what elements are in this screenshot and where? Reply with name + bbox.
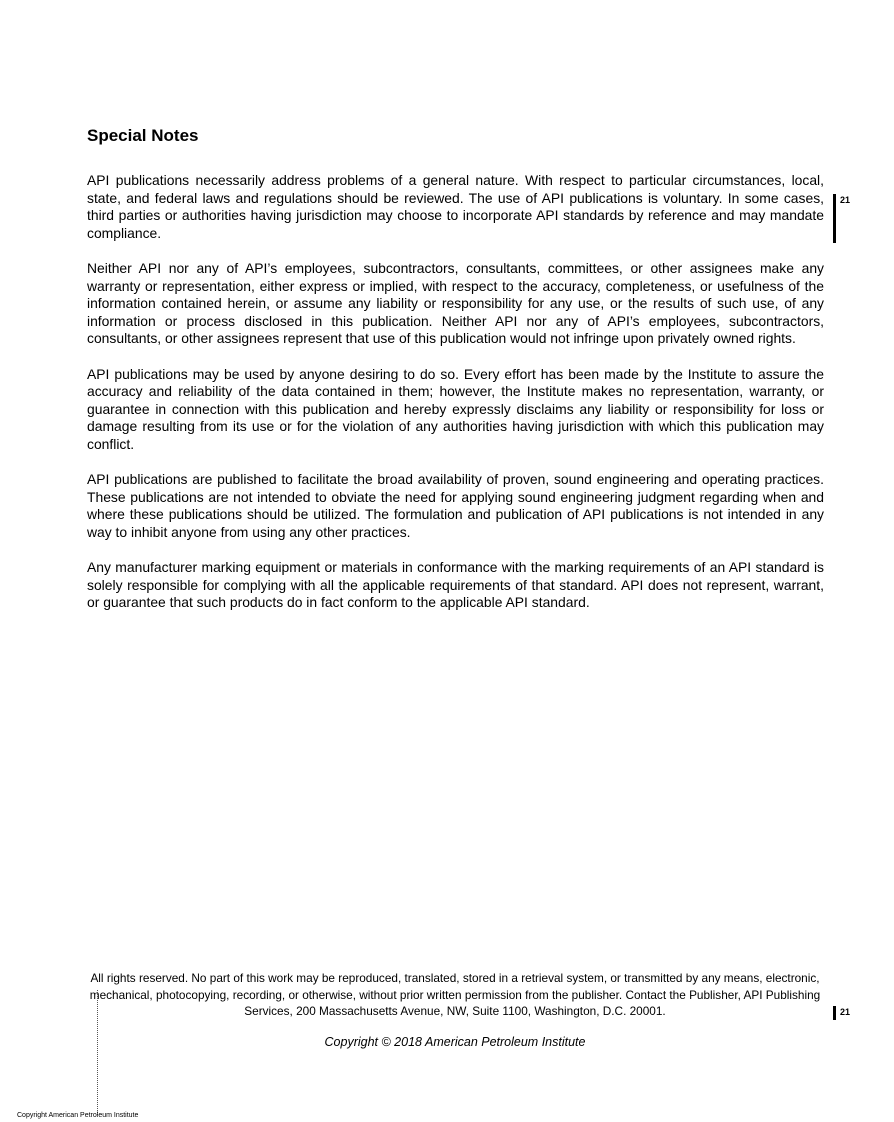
change-bar-bottom — [833, 1006, 836, 1020]
page-title: Special Notes — [87, 126, 199, 145]
paragraph-voluntary-use: API publications necessarily address problems of a general nature. With respect to particular circumstances, local, state, and federal laws and regulations should be reviewed. The use of API publications is voluntary. In some cases, third parties or authorities having jurisdiction may choose to incorporate API standards by reference and may mandate compliance. — [87, 172, 824, 241]
paragraph-liability-disclaimer: API publications may be used by anyone desiring to do so. Every effort has been made by the Institute to assure the accuracy and reliability of the data contained in them; however, the Institute makes no representation, warranty, or guarantee in connection with this publication and hereby expressly disclaims any liability or responsibility for loss or damage resulting from its use or for the violation of any authorities having jurisdiction with which this publication may conflict. — [87, 365, 824, 452]
footer-watermark: Copyright American Petroleum Institute — [17, 1112, 139, 1119]
change-bar-top — [833, 194, 836, 243]
paragraph-no-warranty: Neither API nor any of API’s employees, subcontractors, consultants, committees, or other assignees make any warranty or representation, either express or implied, with respect to the accuracy, completeness, or usefulness of the information contained herein, or assume any liability or responsibility for any use, or the results of such use, of any information or process disclosed in this publication. Neither API nor any of API’s employees, subcontractors, consultants, or other assignees represent that use of this publication would not infringe upon privately owned rights. — [87, 259, 824, 347]
copyright-line: Copyright © 2018 American Petroleum Institute — [324, 1035, 586, 1049]
dotted-margin-rule — [97, 990, 98, 1115]
paragraph-manufacturer-marking: Any manufacturer marking equipment or materials in conformance with the marking requirements of an API standard is solely responsible for complying with all the applicable requirements of that standard. API does not represent, warrant, or guarantee that such products do in fact conform to the applicable API standard. — [87, 559, 824, 611]
change-marker-top: 21 — [840, 195, 851, 205]
change-marker-bottom: 21 — [840, 1007, 851, 1017]
paragraph-engineering-practices: API publications are published to facilitate the broad availability of proven, sound engineering and operating practices. These publications are not intended to obviate the need for applying sound engineering judgment regarding when and where these publications should be utilized. The formulation and publication of API publications is not intended in any way to inhibit anyone from using any other practices. — [87, 471, 824, 540]
legal-notice: All rights reserved. No part of this work may be reproduced, translated, stored in a retrieval system, or transmitted by any means, electronic, mechanical, photocopying, recording, or otherwise, without prior written permission from the publisher. Contact the Publisher, API Publishing Services, 200 Massachusetts Avenue, NW, Suite 1100, Washington, D.C. 20001. — [89, 971, 821, 1018]
special-notes-body — [87, 172, 824, 629]
